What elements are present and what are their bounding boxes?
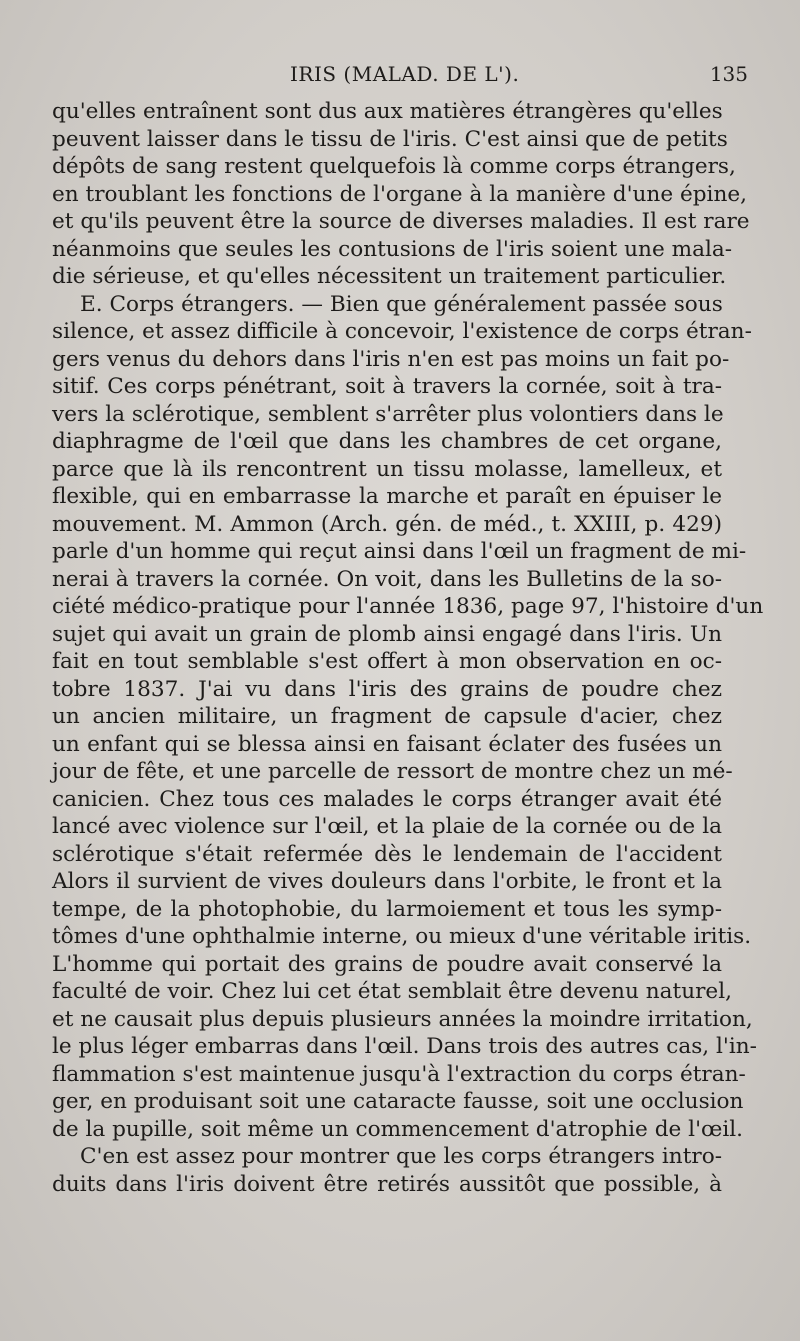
text-line: ciété médico-pratique pour l'année 1836, page 97, l'histoire d'un [52,594,764,619]
text-line: Alors il survient de vives douleurs dans l'orbite, le front et la [52,869,722,894]
text-line: duits dans l'iris doivent être retirés aussitôt que possible, à [52,1171,722,1197]
text-line: tômes d'une ophthalmie interne, ou mieux d'une véritable iritis. [52,924,752,949]
text-line: dépôts de sang restent quelquefois là comme corps étrangers, [52,154,736,179]
text-line: flammation s'est maintenue jusqu'à l'extraction du corps étran- [52,1061,746,1087]
running-title: IRIS (MALAD. DE L'). [290,62,520,86]
text-line: tobre 1837. J'ai vu dans l'iris des grains de poudre chez [52,676,722,702]
text-line: néanmoins que seules les contusions de l'iris soient une mala- [52,236,733,262]
text-line: die sérieuse, et qu'elles nécessitent un traitement particulier. [52,264,727,289]
text-line: faculté de voir. Chez lui cet état semblait être devenu naturel, [52,979,732,1004]
text-line: qu'elles entraînent sont dus aux matières étrangères qu'elles [52,99,723,124]
text-line: tempe, de la photophobie, du larmoiement et tous les symp- [52,896,722,922]
text-line: C'en est assez pour montrer que les corps étrangers intro- [80,1144,722,1169]
text-line: vers la sclérotique, semblent s'arrêter plus volontiers dans le [52,401,724,427]
text-line: flexible, qui en embarrasse la marche et paraît en épuiser le [52,484,722,509]
text-line: nerai à travers la cornée. On voit, dans les Bulletins de la so- [52,566,722,592]
text-line: de la pupille, soit même un commencement d'atrophie de l'œil. [52,1116,744,1142]
text-line: ger, en produisant soit une cataracte fausse, soit une occlusion [52,1089,744,1114]
text-line: mouvement. M. Ammon (Arch. gén. de méd., t. XXIII, p. 429) [52,511,722,537]
text-line: peuvent laisser dans le tissu de l'iris. C'est ainsi que de petits [52,126,728,152]
text-line: et ne causait plus depuis plusieurs années la moindre irritation, [52,1006,753,1032]
text-line: canicien. Chez tous ces malades le corps étranger avait été [52,786,722,812]
text-line: silence, et assez difficile à concevoir, l'existence de corps étran- [52,319,752,344]
text-line: parce que là ils rencontrent un tissu molasse, lamelleux, et [52,456,722,482]
body-text [52,98,764,1198]
page-number: 135 [709,62,748,86]
text-line: jour de fête, et une parcelle de ressort de montre chez un mé- [52,759,733,784]
text-line: parle d'un homme qui reçut ainsi dans l'œil un fragment de mi- [52,539,747,564]
text-line: en troublant les fonctions de l'organe à la manière d'une épine, [52,181,748,207]
text-line: un ancien militaire, un fragment de capsule d'acier, chez [52,704,722,729]
text-line: L'homme qui portait des grains de poudre avait conservé la [52,951,722,977]
text-line: lancé avec violence sur l'œil, et la plaie de la cornée ou de la [52,814,722,839]
text-line: fait en tout semblable s'est offert à mon observation en oc- [52,649,722,674]
text-line: gers venus du dehors dans l'iris n'en est pas moins un fait po- [52,346,730,372]
text-line: un enfant qui se blessa ainsi en faisant éclater des fusées un [52,731,722,757]
text-line: E. Corps étrangers. — Bien que généralement passée sous [80,291,723,317]
text-line: et qu'ils peuvent être la source de diverses maladies. Il est rare [52,209,750,234]
text-line: diaphragme de l'œil que dans les chambres de cet organe, [52,429,722,454]
text-line: le plus léger embarras dans l'œil. Dans trois des autres cas, l'in- [52,1034,757,1059]
text-line: sitif. Ces corps pénétrant, soit à travers la cornée, soit à tra- [52,374,722,399]
text-line: sujet qui avait un grain de plomb ainsi engagé dans l'iris. Un [52,621,722,647]
text-line: sclérotique s'était refermée dès le lendemain de l'accident [52,841,722,867]
page-header [52,62,748,92]
